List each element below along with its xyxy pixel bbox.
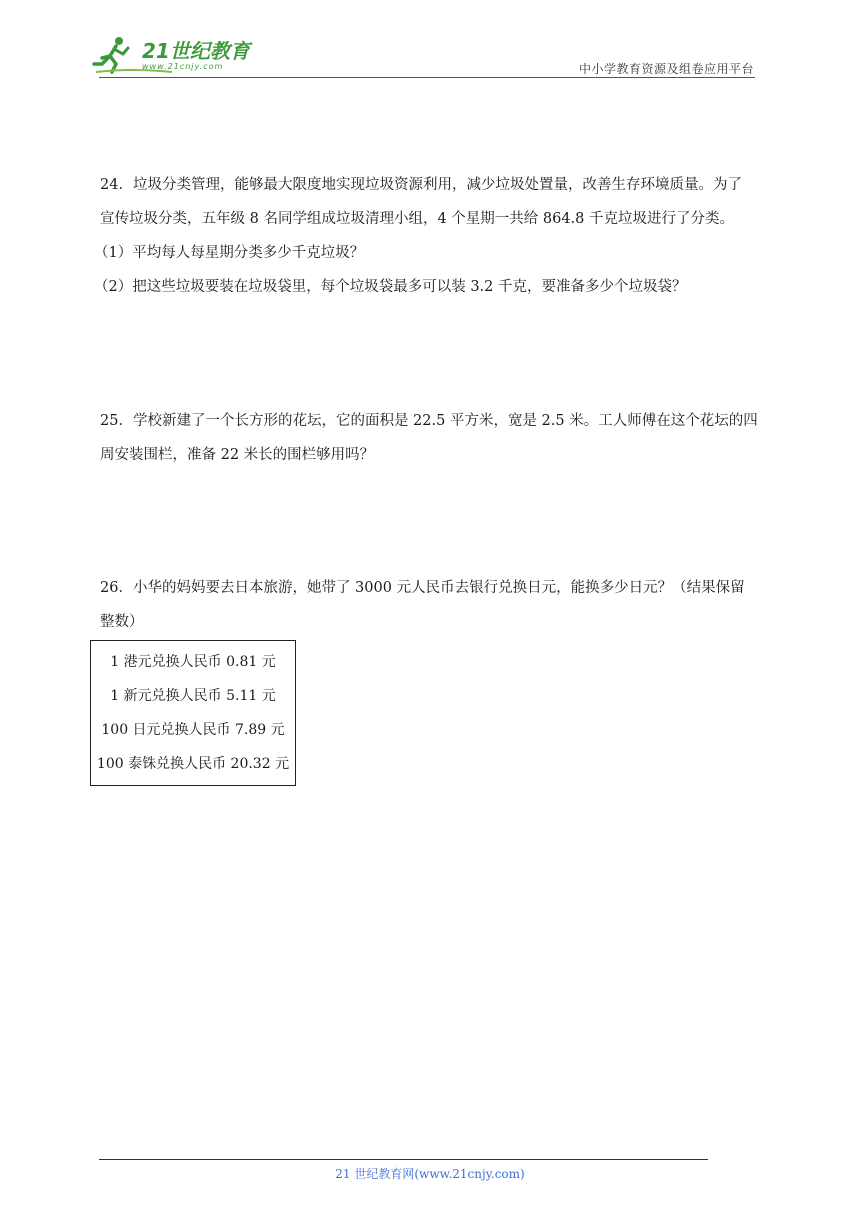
rate-row-jpy: 100 日元兑换人民币 7.89 元 [101, 722, 285, 738]
question-line: 整数） [100, 614, 144, 630]
question-line: 24．垃圾分类管理，能够最大限度地实现垃圾资源利用，减少垃圾处置量，改善生存环境质量。为了 [100, 177, 742, 193]
footer-link[interactable]: 21 世纪教育网(www.21cnjy.com) [335, 1167, 525, 1181]
question-24 [94, 168, 762, 304]
page-header [0, 0, 860, 80]
rate-row-sgd: 1 新元兑换人民币 5.11 元 [110, 688, 276, 704]
logo-url: www.21cnjy.com [142, 62, 224, 71]
exchange-rate-table [90, 640, 296, 786]
question-26 [100, 571, 762, 639]
question-line: 宣传垃圾分类，五年级 8 名同学组成垃圾清理小组，4 个星期一共给 864.8 千克垃圾进行了分类。 [100, 211, 735, 227]
logo-wordmark [142, 40, 250, 72]
question-line: 周安装围栏，准备 22 米长的围栏够用吗？ [100, 447, 375, 463]
question-line: 25．学校新建了一个长方形的花坛，它的面积是 22.5 平方米，宽是 2.5 米。工人师傅在这个花坛的四 [100, 413, 758, 429]
rate-row-thb: 100 泰铢兑换人民币 20.32 元 [96, 756, 290, 772]
sub-question-1: （1）平均每人每星期分类多少千克垃圾？ [94, 245, 365, 261]
footer-divider [99, 1159, 708, 1160]
logo-title: 21世纪教育 [142, 39, 250, 63]
rate-row-hkd: 1 港元兑换人民币 0.81 元 [110, 654, 276, 670]
question-line: 26．小华的妈妈要去日本旅游，她带了 3000 元人民币去银行兑换日元，能换多少日元？（结果保留 [100, 580, 745, 596]
question-25 [100, 404, 762, 472]
sub-question-2: （2）把这些垃圾要装在垃圾袋里，每个垃圾袋最多可以装 3.2 千克，要准备多少个垃圾袋？ [94, 279, 687, 295]
header-divider [99, 77, 755, 78]
platform-tagline: 中小学教育资源及组卷应用平台 [578, 62, 754, 76]
